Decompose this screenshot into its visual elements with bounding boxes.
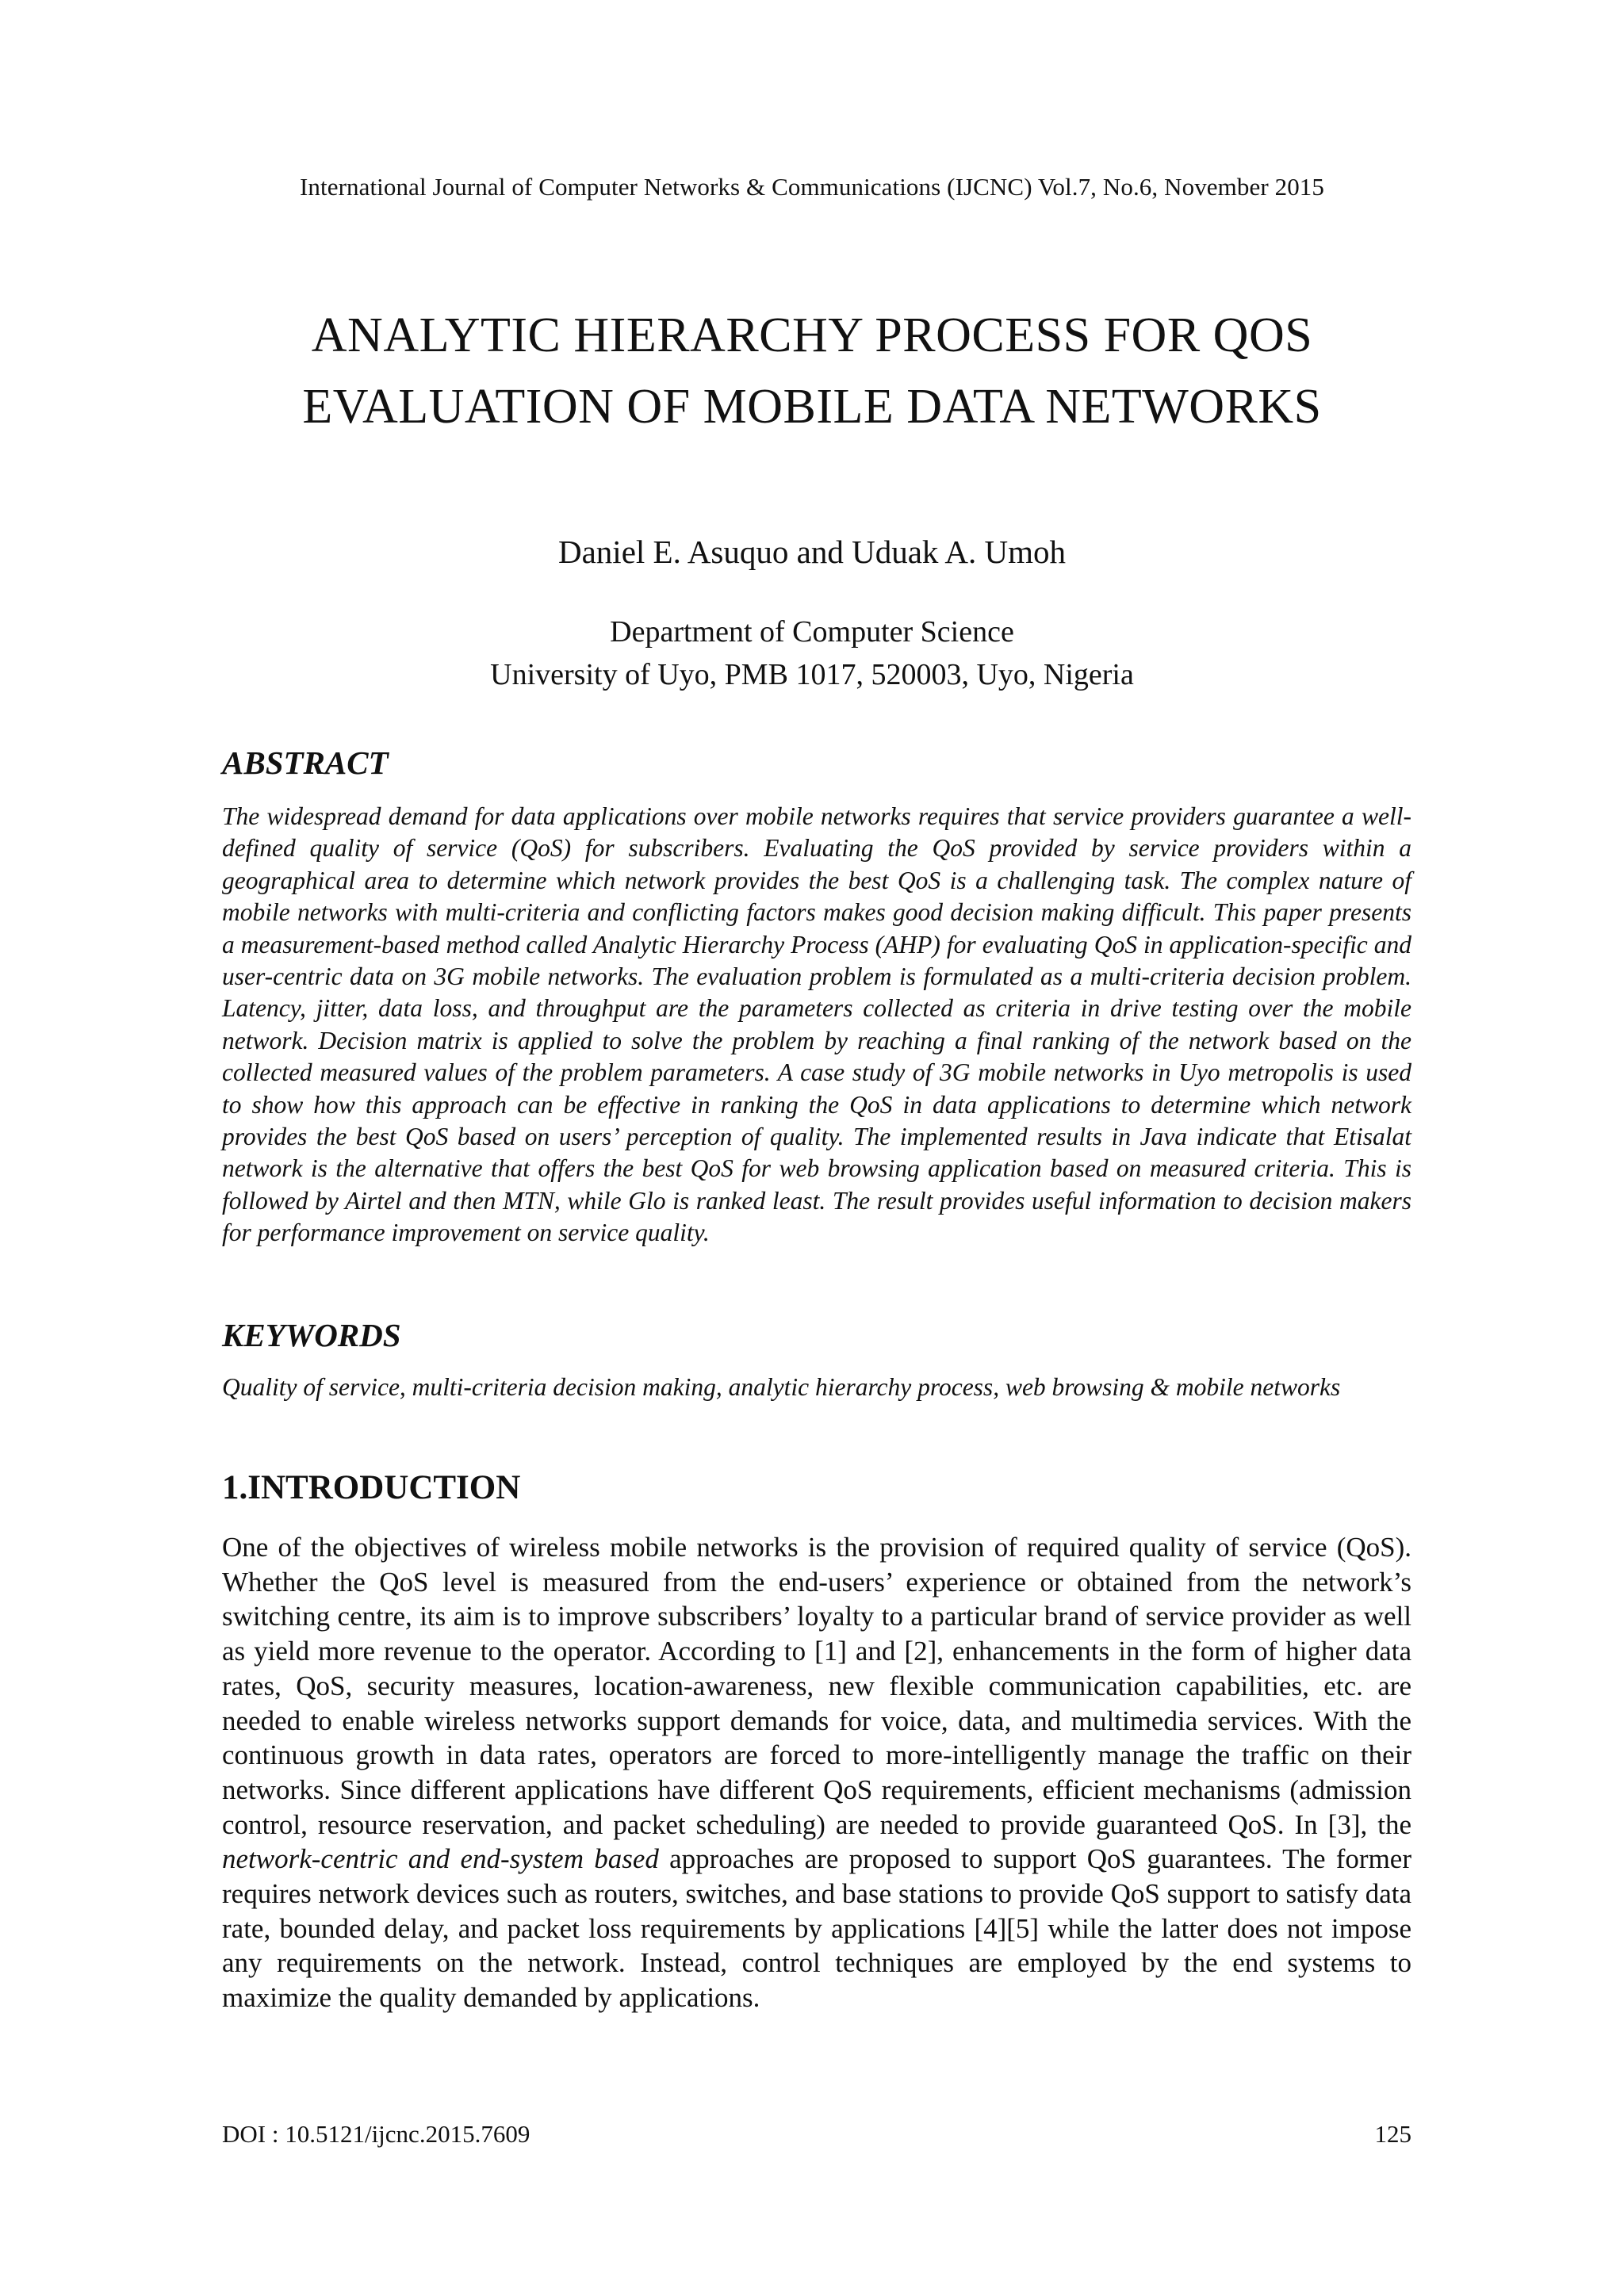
institution-line: University of Uyo, PMB 1017, 520003, Uyo, Nigeria [490, 658, 1134, 691]
abstract-body: The widespread demand for data applications over mobile networks requires that service providers guarantee a well-defined quality of service (QoS) for subscribers. Evaluating the QoS provided by service providers within a geographical area to determine which network provides the best QoS is a challenging task. The complex nature of mobile networks with multi-criteria and conflicting factors makes good decision making difficult. This paper presents a measurement-based method called Analytic Hierarchy Process (AHP) for evaluating QoS in application-specific and user-centric data on 3G mobile networks. The evaluation problem is formulated as a multi-criteria decision problem. Latency, jitter, data loss, and throughput are the parameters collected as criteria in drive testing over the mobile network. Decision matrix is applied to solve the problem by reaching a final ranking of the network based on the collected measured values of the problem parameters. A case study of 3G mobile networks in Uyo metropolis is used to show how this approach can be effective in ranking the QoS in data applications to determine which network provides the best QoS based on users’ perception of quality. The implemented results in Java indicate that Etisalat network is the alternative that offers the best QoS for web browsing application based on measured criteria. This is followed by Airtel and then MTN, while Glo is ranked least. The result provides useful information to decision makers for performance improvement on service quality. [222, 802, 1411, 1247]
introduction-body [222, 1530, 1411, 2015]
keywords-body: Quality of service, multi-criteria decision making, analytic hierarchy process, web browsing & mobile networks [222, 1373, 1341, 1401]
author-affiliation [0, 610, 1624, 696]
introduction-text-part1: One of the objectives of wireless mobile networks is the provision of required quality of service (QoS). Whether the QoS level is measured from the end-users’ experience or obtained from the network’s switching centre, its aim is to improve subscribers’ loyalty to a particular brand of service provider as well as yield more revenue to the operator. According to [1] and [2], enhancements in the form of higher data rates, QoS, security measures, location-awareness, new flexible communication capabilities, etc. are needed to enable wireless networks support demands for voice, data, and multimedia services. With the continuous growth in data rates, operators are forced to more-intelligently manage the traffic on their networks. Since different applications have different QoS requirements, efficient mechanisms (admission control, resource reservation, and packet scheduling) are needed to provide guaranteed QoS. In [3], the [222, 1532, 1411, 1840]
running-header: International Journal of Computer Networks & Communications (IJCNC) Vol.7, No.6, November 2015 [299, 173, 1324, 201]
abstract-heading: ABSTRACT [222, 744, 389, 781]
author-names: Daniel E. Asuquo and Uduak A. Umoh [558, 534, 1066, 570]
department-line: Department of Computer Science [610, 615, 1014, 649]
keywords-heading: KEYWORDS [222, 1317, 401, 1353]
doi-footer: DOI : 10.5121/ijcnc.2015.7609 [222, 2120, 530, 2148]
introduction-italic-phrase: network-centric and end-system based [222, 1843, 659, 1875]
introduction-text-part2: approaches are proposed to support QoS guarantees. The former requires network devices such as routers, switches, and base stations to provide QoS support to satisfy data rate, bounded delay, and packet loss requirements by applications [4][5] while the latter does not impose any requirements on the network. Instead, control techniques are employed by the end systems to maximize the quality demanded by applications. [222, 1843, 1411, 2014]
introduction-heading: 1.INTRODUCTION [222, 1469, 521, 1506]
page-number: 125 [1374, 2120, 1411, 2148]
paper-title: ANALYTIC HIERARCHY PROCESS FOR QOS EVALUATION OF MOBILE DATA NETWORKS [302, 308, 1322, 434]
